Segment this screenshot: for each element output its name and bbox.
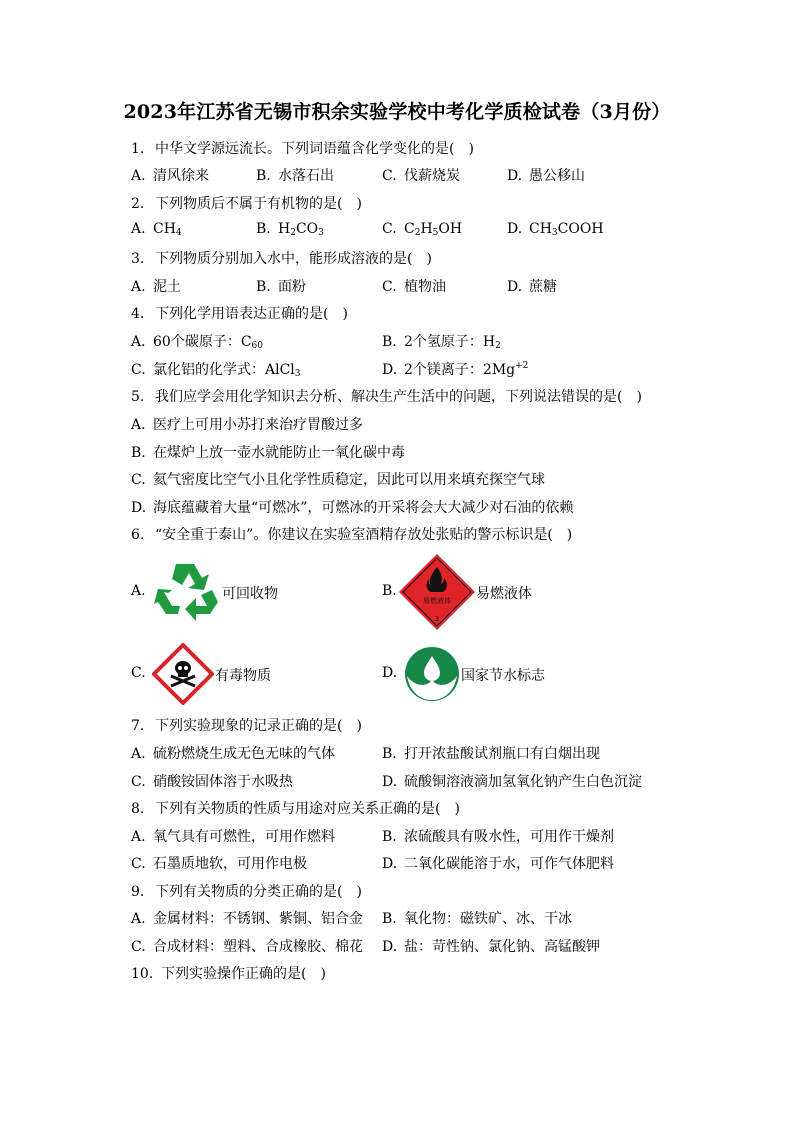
question-8	[131, 798, 460, 818]
option-d[interactable]	[131, 497, 573, 517]
options-row	[131, 826, 691, 846]
subscript: 2	[414, 228, 421, 238]
option-c[interactable]	[131, 359, 301, 379]
options-row	[131, 221, 691, 241]
option-text: 合成材料：塑料、合成橡胶、棉花	[153, 939, 363, 955]
option-letter: C.	[382, 279, 397, 295]
options-row	[131, 497, 691, 517]
option-text: 面粉	[278, 279, 306, 295]
option-text: 打开浓盐酸试剂瓶口有白烟出现	[404, 746, 600, 762]
formula-text: CH	[153, 221, 176, 237]
option-d[interactable]	[382, 665, 397, 681]
option-letter: A.	[131, 221, 146, 237]
subscript: 2	[495, 341, 501, 351]
question-stem: 下列实验现象的记录正确的是( )	[155, 718, 362, 734]
question-3	[131, 248, 432, 268]
toxic-skull-icon	[152, 643, 214, 705]
question-stem: 我们应学会用化学知识去分析、解决生产生活中的问题，下列说法错误的是( )	[155, 389, 642, 405]
option-letter: A.	[131, 829, 146, 845]
option-b[interactable]	[256, 221, 324, 237]
formula-text: C	[404, 221, 415, 237]
option-a[interactable]	[131, 414, 363, 434]
options-row	[131, 771, 691, 791]
option-letter: D.	[507, 221, 523, 237]
option-d[interactable]	[507, 276, 557, 296]
option-b[interactable]	[256, 165, 334, 185]
option-letter: D.	[507, 168, 523, 184]
option-c[interactable]	[131, 771, 293, 791]
option-a[interactable]	[131, 165, 209, 185]
option-text: 医疗上可用小苏打来治疗胃酸过多	[153, 417, 363, 433]
formula-text: CO	[295, 221, 319, 237]
option-letter: B.	[256, 279, 271, 295]
option-letter: A.	[131, 417, 146, 433]
hazard-class-number: 3	[434, 615, 440, 623]
question-number: 3.	[131, 251, 145, 267]
subscript: 3	[294, 369, 301, 379]
option-text: 硝酸铵固体溶于水吸热	[153, 774, 293, 790]
option-letter: B.	[382, 583, 397, 599]
option-letter: B.	[131, 445, 146, 461]
option-letter: A.	[131, 279, 146, 295]
option-a[interactable]	[131, 743, 335, 763]
subscript: 2	[290, 228, 296, 238]
question-stem: 下列实验操作正确的是( )	[161, 966, 326, 982]
option-letter: D.	[382, 939, 398, 955]
options-row	[131, 442, 691, 462]
option-letter: B.	[256, 221, 271, 237]
question-6	[131, 524, 572, 544]
option-b-label: 易燃液体	[476, 586, 532, 602]
option-letter: A.	[131, 746, 146, 762]
option-text: 2个氢原子：H	[404, 334, 496, 350]
option-letter: C.	[131, 472, 146, 488]
option-text: 泥土	[153, 279, 181, 295]
question-4	[131, 303, 348, 323]
option-b[interactable]	[131, 442, 405, 462]
option-text: 石墨质地软，可用作电极	[153, 856, 307, 872]
water-saving-icon	[404, 646, 460, 702]
question-stem: 下列化学用语表达正确的是( )	[155, 306, 348, 322]
option-c[interactable]	[382, 165, 460, 185]
option-letter: B.	[256, 168, 271, 184]
option-c[interactable]	[382, 221, 462, 237]
option-letter: D.	[507, 279, 523, 295]
option-a[interactable]	[131, 826, 335, 846]
options-row	[131, 853, 691, 873]
option-letter: A.	[131, 168, 146, 184]
option-text: 硫酸铜溶液滴加氢氧化钠产生白色沉淀	[404, 774, 642, 790]
option-d-label: 国家节水标志	[461, 668, 545, 684]
formula-text: H	[420, 221, 433, 237]
option-b[interactable]	[256, 276, 306, 296]
option-a[interactable]	[131, 583, 146, 599]
option-a[interactable]	[131, 331, 263, 351]
question-stem: 下列物质分别加入水中，能形成溶液的是( )	[155, 251, 432, 267]
option-letter: C.	[382, 168, 397, 184]
exam-title: 2023年江苏省无锡市积余实验学校中考化学质检试卷（3月份）	[123, 101, 671, 123]
option-text: 水落石出	[278, 168, 334, 184]
options-row	[131, 331, 691, 351]
option-b[interactable]	[382, 908, 572, 928]
option-text: 植物油	[404, 279, 446, 295]
question-stem: 下列物质后不属于有机物的是( )	[155, 196, 362, 212]
option-b[interactable]	[382, 331, 501, 351]
question-stem: 下列有关物质的性质与用途对应关系正确的是( )	[155, 801, 460, 817]
option-b[interactable]	[382, 743, 600, 763]
option-letter: D.	[382, 665, 398, 681]
question-stem: 下列有关物质的分类正确的是( )	[155, 884, 362, 900]
option-d[interactable]	[507, 221, 604, 237]
options-row	[131, 743, 691, 763]
option-letter: C.	[131, 774, 146, 790]
option-text: 2个镁离子：2Mg	[404, 362, 516, 378]
option-letter: D.	[382, 774, 398, 790]
option-letter: A.	[131, 334, 146, 350]
option-text: 氦气密度比空气小且化学性质稳定，因此可以用来填充探空气球	[153, 472, 545, 488]
question-number: 9.	[131, 884, 145, 900]
formula-text: OH	[438, 221, 463, 237]
option-c[interactable]	[131, 665, 146, 681]
question-5	[131, 386, 642, 406]
option-letter: D.	[131, 500, 147, 516]
formula-text: CH	[529, 221, 552, 237]
option-text: 蔗糖	[529, 279, 557, 295]
options-row	[131, 469, 691, 489]
option-c[interactable]	[131, 469, 545, 489]
option-a[interactable]	[131, 908, 363, 928]
question-2	[131, 193, 362, 213]
option-text: 氯化铝的化学式：AlCl	[153, 362, 295, 378]
option-a-label: 可回收物	[222, 586, 278, 602]
option-letter: B.	[382, 829, 397, 845]
option-a[interactable]	[131, 276, 181, 296]
option-text: 伐薪烧炭	[404, 168, 460, 184]
option-text: 盐：苛性钠、氯化钠、高锰酸钾	[404, 939, 600, 955]
option-text: 金属材料：不锈钢、紫铜、铝合金	[153, 911, 363, 927]
option-b[interactable]	[382, 826, 614, 846]
option-text: 氧气具有可燃性，可用作燃料	[153, 829, 335, 845]
question-number: 6.	[131, 527, 145, 543]
option-c[interactable]	[131, 853, 307, 873]
option-text: 清风徐来	[153, 168, 209, 184]
option-text: 愚公移山	[529, 168, 585, 184]
question-10	[131, 963, 326, 983]
option-letter: C.	[131, 856, 146, 872]
option-a[interactable]	[131, 221, 182, 237]
question-7	[131, 715, 362, 735]
options-row	[131, 936, 691, 956]
question-number: 5.	[131, 389, 145, 405]
option-d[interactable]	[382, 359, 528, 379]
option-d[interactable]	[382, 771, 642, 791]
option-d[interactable]	[507, 165, 585, 185]
options-row	[131, 359, 691, 379]
subscript: 60	[251, 341, 263, 351]
question-number: 7.	[131, 718, 145, 734]
formula-text: COOH	[557, 221, 604, 237]
option-letter: B.	[382, 911, 397, 927]
option-text: 二氧化碳能溶于水，可作气体肥料	[404, 856, 614, 872]
superscript: +2	[515, 361, 529, 371]
subscript: 3	[318, 228, 324, 238]
option-text: 氧化物：磁铁矿、冰、干冰	[404, 911, 572, 927]
flammable-label: 易燃液体	[423, 597, 451, 605]
option-d[interactable]	[382, 936, 600, 956]
question-stem: 中华文学源远流长。下列词语蕴含化学变化的是( )	[155, 141, 474, 157]
option-d[interactable]	[382, 853, 614, 873]
question-stem: “安全重于泰山”。你建议在实验室酒精存放处张贴的警示标识是( )	[155, 527, 573, 543]
formula-text: H	[278, 221, 291, 237]
option-letter: B.	[382, 746, 397, 762]
option-text: 硫粉燃烧生成无色无味的气体	[153, 746, 335, 762]
question-number: 2.	[131, 196, 145, 212]
option-letter: D.	[382, 856, 398, 872]
question-number: 1.	[131, 141, 145, 157]
question-number: 8.	[131, 801, 145, 817]
options-row	[131, 276, 691, 296]
option-letter: A.	[131, 583, 146, 599]
option-letter: C.	[382, 221, 397, 237]
options-row	[131, 165, 691, 185]
subscript: 3	[551, 228, 558, 238]
option-b[interactable]	[382, 583, 397, 599]
option-letter: C.	[131, 362, 146, 378]
subscript: 4	[175, 228, 182, 238]
option-text: 60个碳原子：C	[153, 334, 252, 350]
option-letter: D.	[382, 362, 398, 378]
question-number: 4.	[131, 306, 145, 322]
subscript: 5	[432, 228, 439, 238]
option-letter: C.	[131, 665, 146, 681]
question-1	[131, 138, 474, 158]
option-text: 在煤炉上放一壶水就能防止一氧化碳中毒	[153, 445, 405, 461]
recycle-icon	[152, 558, 222, 624]
option-c[interactable]	[382, 276, 446, 296]
flammable-liquid-icon	[398, 553, 476, 631]
option-c-label: 有毒物质	[215, 668, 271, 684]
question-9	[131, 881, 362, 901]
option-text: 海底蕴藏着大量“可燃冰”，可燃冰的开采将会大大减少对石油的依赖	[153, 500, 574, 516]
option-letter: C.	[131, 939, 146, 955]
option-letter: A.	[131, 911, 146, 927]
option-c[interactable]	[131, 936, 363, 956]
option-letter: B.	[382, 334, 397, 350]
option-text: 浓硫酸具有吸水性，可用作干燥剂	[404, 829, 614, 845]
options-row	[131, 908, 691, 928]
question-number: 10.	[131, 966, 154, 982]
options-row	[131, 414, 691, 434]
